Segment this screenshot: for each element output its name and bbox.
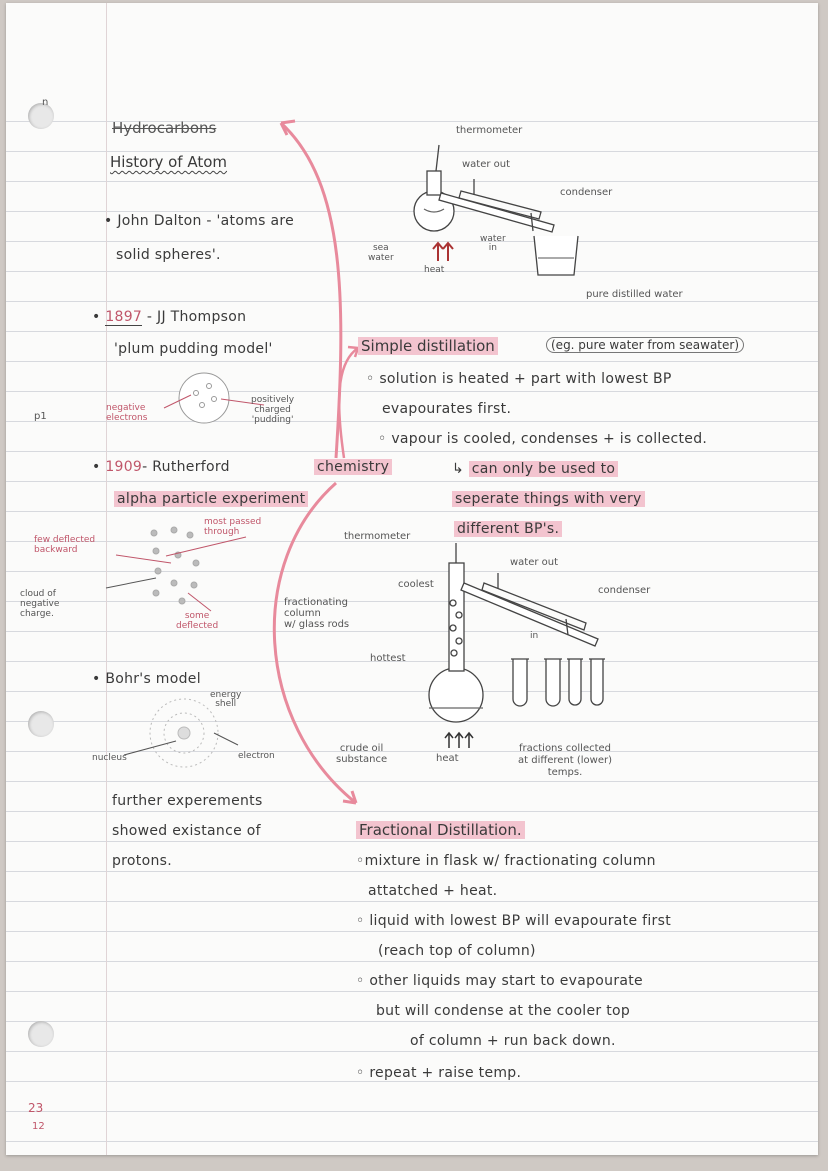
dalton-text: John Dalton - 'atoms are	[117, 213, 295, 229]
bullet-bohr: • Bohr's model	[92, 671, 201, 687]
label-cloud: cloud of negative charge.	[20, 589, 60, 619]
label-heat-fractional: heat	[436, 753, 459, 764]
fractional-point-1: ◦mixture in flask w/ fractionating column	[356, 853, 656, 869]
label-few-deflected: few deflected backward	[34, 535, 96, 555]
rutherford-exp: alpha particle experiment	[114, 491, 308, 507]
label-water-out-fractional: water out	[510, 557, 559, 568]
label-energy-shell: energy shell	[210, 690, 242, 709]
page-number: 23	[28, 1101, 44, 1115]
dalton-text-2: solid spheres'.	[116, 247, 221, 263]
label-nucleus: nucleus	[92, 753, 127, 763]
label-condenser-simple: condenser	[560, 187, 613, 198]
label-water-out-simple: water out	[462, 159, 511, 170]
label-fractionating-column: fractionating column w/ glass rods	[284, 597, 350, 630]
simple-point-2: evapourates first.	[382, 401, 512, 417]
label-in-fractional: in	[530, 631, 539, 641]
fractional-heading: Fractional Distillation.	[356, 821, 525, 839]
bohr-text: Bohr's model	[105, 671, 201, 687]
further-line-1: further experements	[112, 793, 263, 809]
simple-point-1: ◦ solution is heated + part with lowest BP	[366, 371, 672, 387]
margin-mark: p1	[34, 411, 47, 422]
simple-point-5: seperate things with very	[452, 491, 645, 507]
rutherford-year: 1909	[105, 459, 143, 475]
fractional-point-5: ◦ other liquids may start to evapourate	[356, 973, 643, 989]
notebook-page	[6, 3, 818, 1155]
thompson-year: 1897	[105, 309, 143, 325]
label-negative-electrons: negative electrons	[106, 403, 148, 423]
label-condenser-fractional: condenser	[598, 585, 651, 596]
fractional-point-8: ◦ repeat + raise temp.	[356, 1065, 522, 1081]
rutherford-name: - Rutherford	[142, 459, 230, 475]
fractional-point-6: but will condense at the cooler top	[376, 1003, 631, 1019]
bullet-rutherford: • 1909- Rutherford	[92, 459, 230, 475]
further-line-2: showed existance of	[112, 823, 261, 839]
fractional-point-4: (reach top of column)	[378, 943, 536, 959]
thompson-model: 'plum pudding model'	[114, 341, 273, 357]
simple-example: (eg. pure water from seawater)	[546, 337, 744, 353]
heat-arrows-simple-icon	[433, 243, 453, 261]
chemistry-label: chemistry	[314, 459, 392, 475]
label-pure-water: pure distilled water	[586, 289, 683, 300]
label-fractions: fractions collected at different (lower) temps.	[518, 743, 613, 778]
corner-mark: n	[42, 97, 49, 108]
bohr-diagram	[124, 699, 238, 767]
label-heat-simple: heat	[424, 265, 445, 275]
label-some-deflected: some deflected	[176, 611, 219, 631]
fractional-point-3: ◦ liquid with lowest BP will evapourate first	[356, 913, 671, 929]
simple-heading: Simple distillation	[358, 337, 498, 355]
label-most-passed: most passed through	[204, 517, 262, 537]
simple-point-6: different BP's.	[454, 521, 562, 537]
page-number-sub: 12	[32, 1121, 45, 1132]
label-positive-pudding: positively charged 'pudding'	[251, 395, 295, 425]
bullet-thompson: • 1897 - JJ Thompson	[92, 309, 247, 325]
label-thermometer-simple: thermometer	[456, 125, 523, 136]
simple-point-3: ◦ vapour is cooled, condenses + is collected.	[378, 431, 708, 447]
label-hottest: hottest	[370, 653, 406, 664]
rutherford-diagram	[106, 527, 246, 611]
fractional-distillation-apparatus	[429, 543, 605, 722]
title-scribble: Hydrocarbons	[112, 119, 217, 137]
fractional-point-7: of column + run back down.	[410, 1033, 616, 1049]
page-title: History of Atom	[110, 153, 228, 171]
thompson-name: - JJ Thompson	[146, 309, 247, 325]
label-thermometer-fractional: thermometer	[344, 531, 411, 542]
label-water-in: water in	[480, 234, 506, 253]
bullet-dalton: • John Dalton - 'atoms are	[104, 213, 295, 229]
label-crude-oil: crude oil substance	[336, 743, 388, 765]
simple-point-4: ↳ can only be used to	[452, 461, 618, 477]
further-line-3: protons.	[112, 853, 172, 869]
label-electron: electron	[238, 751, 275, 761]
label-coolest: coolest	[398, 579, 434, 590]
heat-arrows-fractional-icon	[445, 733, 473, 748]
label-sea-water: sea water	[368, 243, 394, 263]
fractional-point-2: attatched + heat.	[368, 883, 498, 899]
plum-pudding-diagram	[164, 373, 264, 423]
